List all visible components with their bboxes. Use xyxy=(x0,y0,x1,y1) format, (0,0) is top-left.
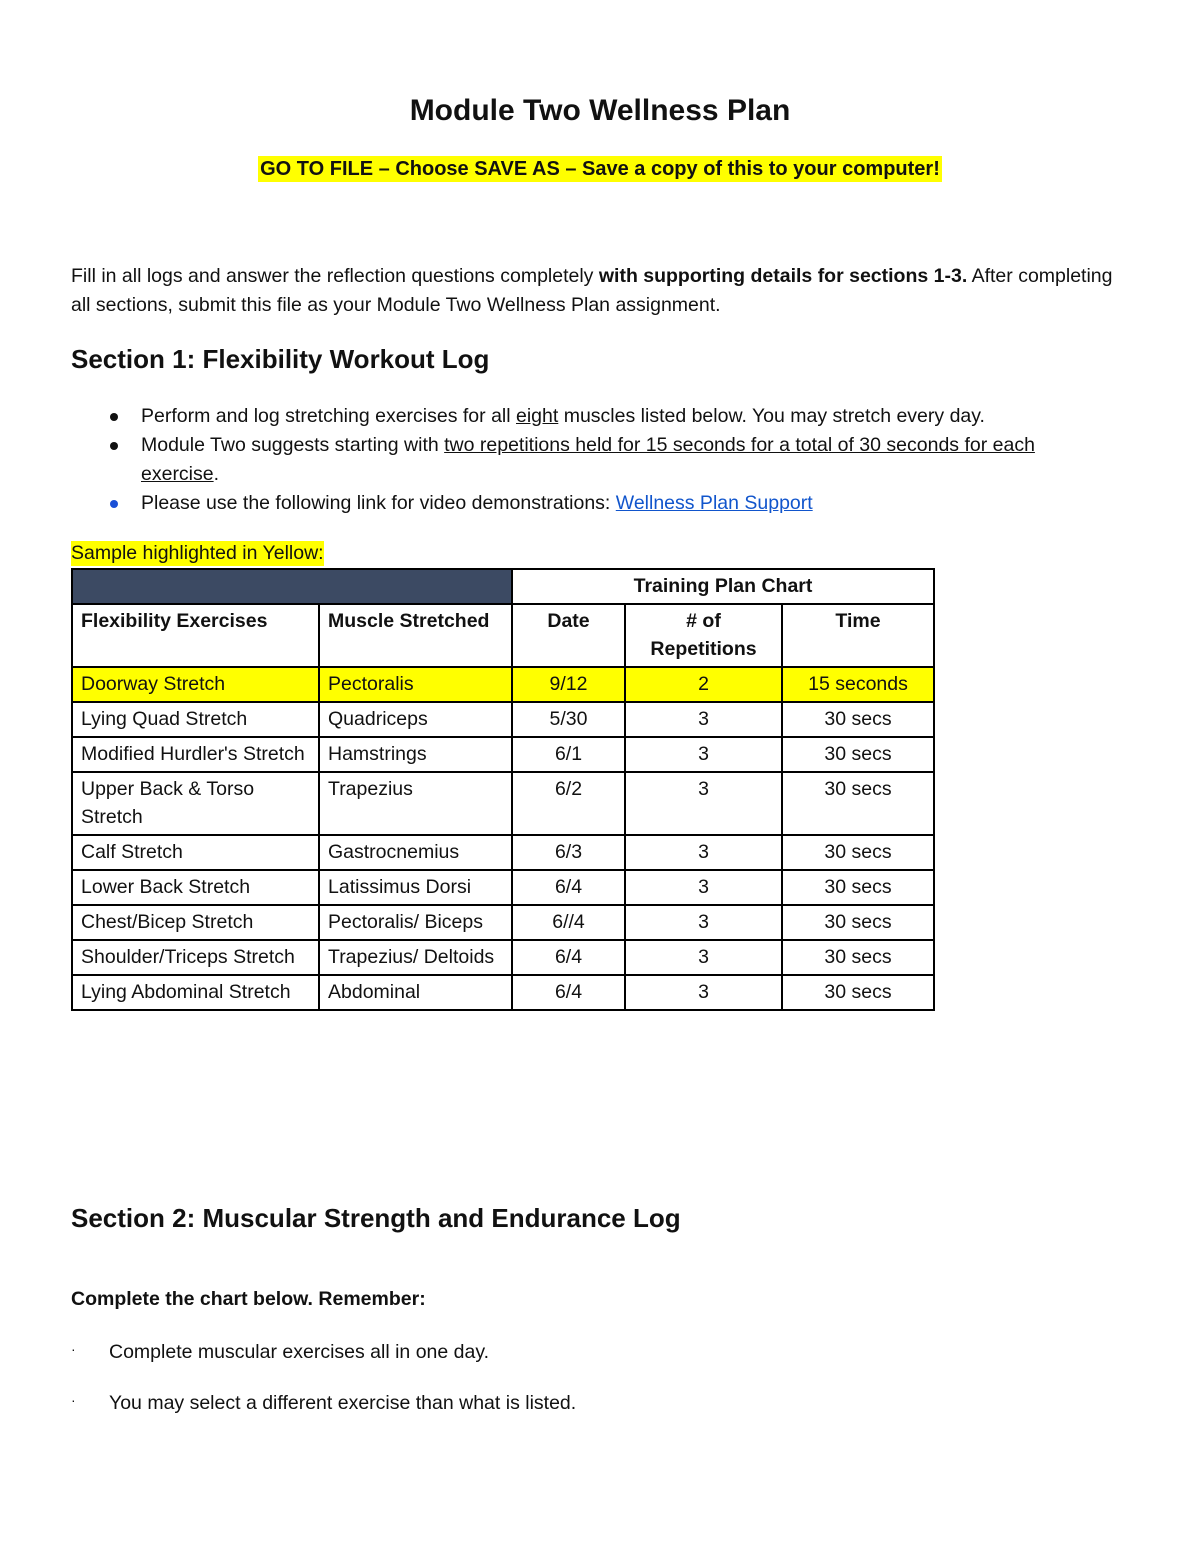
cell-muscle: Latissimus Dorsi xyxy=(319,870,512,905)
col-header-reps: # of Repetitions xyxy=(625,604,782,667)
cell-date: 6/4 xyxy=(512,940,625,975)
document-title: Module Two Wellness Plan xyxy=(409,94,791,127)
cell-reps: 3 xyxy=(625,940,782,975)
cell-exercise: Lying Abdominal Stretch xyxy=(72,975,319,1010)
section2-heading: Section 2: Muscular Strength and Endurance Log xyxy=(71,1203,681,1233)
table-row xyxy=(72,870,934,905)
col-header-muscle: Muscle Stretched xyxy=(319,604,512,667)
cell-reps: 3 xyxy=(625,702,782,737)
cell-date: 6/1 xyxy=(512,737,625,772)
cell-date: 6/3 xyxy=(512,835,625,870)
cell-date: 6/2 xyxy=(512,772,625,835)
table-column-header-row xyxy=(72,604,934,667)
cell-time: 30 secs xyxy=(782,835,934,870)
table-row xyxy=(72,975,934,1010)
table-group-header-row xyxy=(72,569,934,604)
cell-exercise: Modified Hurdler's Stretch xyxy=(72,737,319,772)
cell-exercise: Doorway Stretch xyxy=(72,667,319,702)
cell-reps: 3 xyxy=(625,905,782,940)
bullet-text: . xyxy=(213,463,220,485)
col-header-time: Time xyxy=(782,604,934,667)
cell-reps: 3 xyxy=(625,870,782,905)
cell-muscle: Trapezius/ Deltoids xyxy=(319,940,512,975)
table-body xyxy=(72,667,934,1010)
intro-text-bold: with supporting details for sections 1-3. xyxy=(598,265,968,287)
sample-label: Sample highlighted in Yellow: xyxy=(71,542,324,564)
cell-date: 5/30 xyxy=(512,702,625,737)
cell-muscle: Gastrocnemius xyxy=(319,835,512,870)
cell-time: 30 secs xyxy=(782,702,934,737)
list-item-text: You may select a different exercise than what is listed. xyxy=(109,1392,577,1414)
cell-muscle: Quadriceps xyxy=(319,702,512,737)
bullet-underlined-text: eight xyxy=(516,405,559,427)
list-marker: · xyxy=(71,1341,76,1357)
cell-reps: 3 xyxy=(625,975,782,1010)
cell-muscle: Abdominal xyxy=(319,975,512,1010)
bullet-item xyxy=(71,489,1101,518)
table-row xyxy=(72,702,934,737)
table-row xyxy=(72,667,934,702)
cell-reps: 3 xyxy=(625,737,782,772)
intro-text-2: After completing all sections, submit this file as your Module Two Wellness Plan assignment. xyxy=(71,265,1113,316)
wellness-plan-support-link[interactable]: Wellness Plan Support xyxy=(615,492,813,514)
cell-time: 30 secs xyxy=(782,870,934,905)
section2-instruction: Complete the chart below. Remember: xyxy=(71,1288,426,1310)
cell-date: 6//4 xyxy=(512,905,625,940)
bullet-text: Module Two suggests starting with xyxy=(141,434,445,456)
cell-time: 30 secs xyxy=(782,940,934,975)
cell-exercise: Calf Stretch xyxy=(72,835,319,870)
list-item-text: Complete muscular exercises all in one day. xyxy=(109,1341,490,1363)
bullet-text: muscles listed below. You may stretch every day. xyxy=(558,405,985,427)
table-row xyxy=(72,905,934,940)
cell-muscle: Hamstrings xyxy=(319,737,512,772)
cell-exercise: Chest/Bicep Stretch xyxy=(72,905,319,940)
section1-bullet-list xyxy=(71,402,1101,518)
bullet-dot-icon xyxy=(110,442,118,450)
section1-heading: Section 1: Flexibility Workout Log xyxy=(71,344,490,374)
save-notice-wrap xyxy=(0,158,1200,181)
bullet-item xyxy=(71,431,1101,489)
cell-time: 15 seconds xyxy=(782,667,934,702)
cell-exercise: Shoulder/Triceps Stretch xyxy=(72,940,319,975)
training-plan-chart-header: Training Plan Chart xyxy=(512,569,934,604)
table-row xyxy=(72,940,934,975)
col-header-exercise: Flexibility Exercises xyxy=(72,604,319,667)
cell-date: 6/4 xyxy=(512,975,625,1010)
cell-time: 30 secs xyxy=(782,737,934,772)
cell-time: 30 secs xyxy=(782,975,934,1010)
cell-time: 30 secs xyxy=(782,772,934,835)
bullet-item xyxy=(71,402,1101,431)
cell-exercise: Lower Back Stretch xyxy=(72,870,319,905)
table-row xyxy=(72,737,934,772)
table-row xyxy=(72,835,934,870)
save-notice: GO TO FILE – Choose SAVE AS – Save a copy of this to your computer! xyxy=(260,158,940,180)
bullet-text: Perform and log stretching exercises for all xyxy=(141,405,516,427)
bullet-dot-icon xyxy=(110,500,118,508)
cell-exercise: Upper Back & Torso Stretch xyxy=(72,772,319,835)
table-dark-header-cell xyxy=(72,569,512,604)
table-row xyxy=(72,772,934,835)
cell-exercise: Lying Quad Stretch xyxy=(72,702,319,737)
cell-date: 9/12 xyxy=(512,667,625,702)
bullet-underlined-text: two repetitions held for 15 seconds for a total of 30 seconds for each exercise xyxy=(141,434,1035,485)
bullet-dot-icon xyxy=(110,413,118,421)
intro-paragraph xyxy=(71,262,1131,320)
cell-muscle: Trapezius xyxy=(319,772,512,835)
col-header-date: Date xyxy=(512,604,625,667)
cell-reps: 2 xyxy=(625,667,782,702)
cell-time: 30 secs xyxy=(782,905,934,940)
cell-date: 6/4 xyxy=(512,870,625,905)
intro-text-1: Fill in all logs and answer the reflection questions completely xyxy=(71,265,599,287)
list-marker: · xyxy=(71,1392,76,1408)
cell-reps: 3 xyxy=(625,772,782,835)
flexibility-log-table xyxy=(71,568,935,1011)
cell-reps: 3 xyxy=(625,835,782,870)
cell-muscle: Pectoralis xyxy=(319,667,512,702)
cell-muscle: Pectoralis/ Biceps xyxy=(319,905,512,940)
bullet-text: Please use the following link for video demonstrations: xyxy=(141,492,616,514)
